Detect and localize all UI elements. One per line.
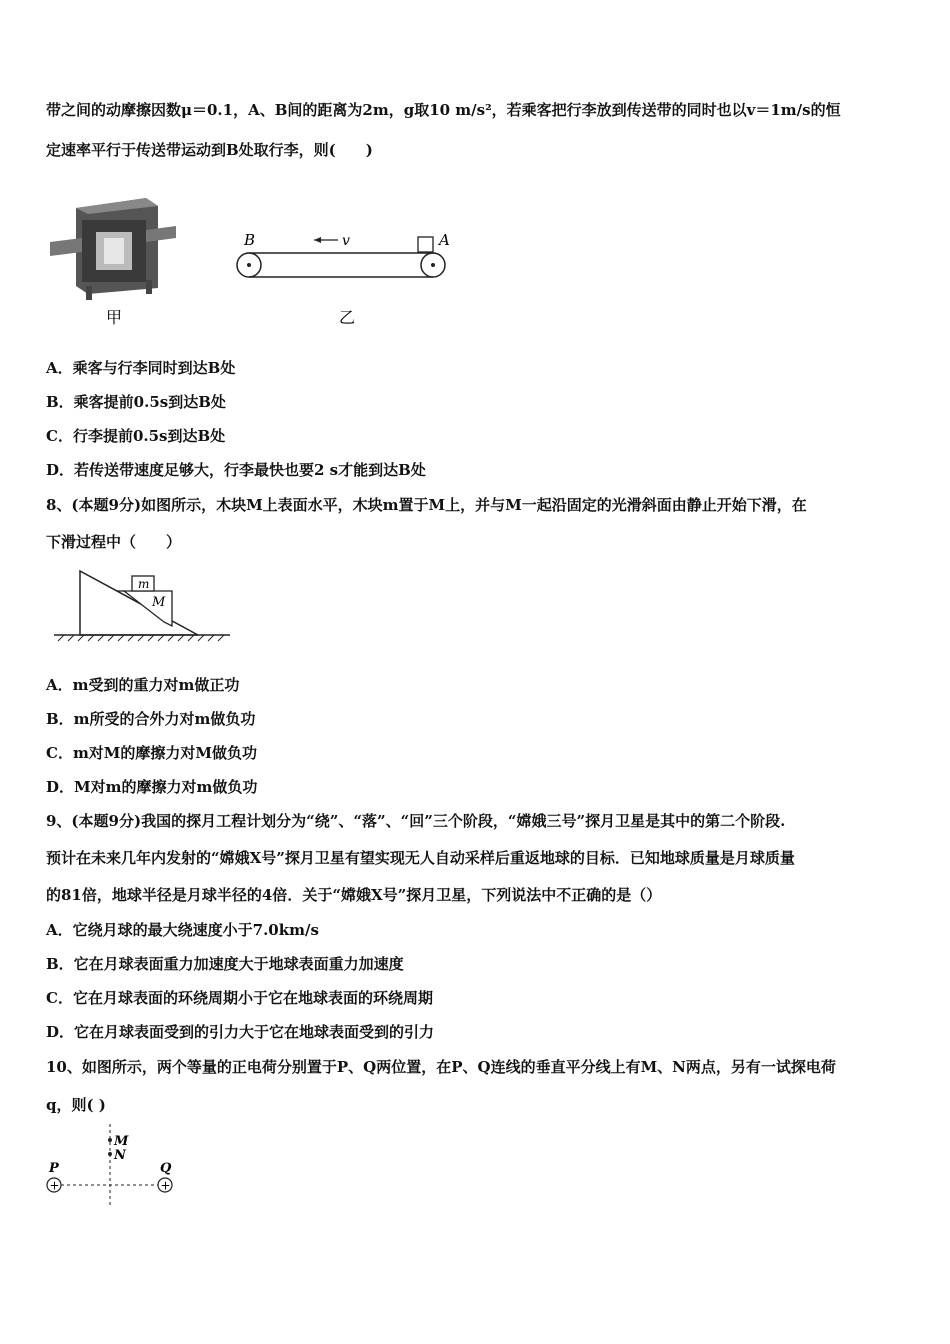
q8-option-b: B．m所受的合外力对m做负功 [46, 710, 256, 728]
incline-figure [52, 565, 232, 647]
q10-stem-line-2: q，则( ) [46, 1096, 106, 1114]
label-p: P [49, 1161, 59, 1176]
label-small-m: m [138, 577, 150, 591]
q7-option-a: A．乘客与行李同时到达B处 [46, 359, 236, 377]
label-q: Q [160, 1161, 172, 1176]
luggage-box [418, 237, 433, 252]
q8-option-a: A．m受到的重力对m做正功 [46, 676, 240, 694]
charge-p-sign: + [49, 1178, 60, 1193]
label-jia: 甲 [106, 308, 123, 327]
q9-stem-line-2: 预计在未来几年内发射的“嫦娥X号”探月卫星有望实现无人自动采样后重返地球的目标．已知地球质量是月球质量 [46, 849, 795, 867]
label-yi: 乙 [339, 308, 356, 327]
q7-option-b: B．乘客提前0.5s到达B处 [46, 393, 226, 411]
q9-option-c: C．它在月球表面的环绕周期小于它在地球表面的环绕周期 [46, 989, 433, 1007]
label-m: M [114, 1134, 129, 1149]
q9-option-d: D．它在月球表面受到的引力大于它在地球表面受到的引力 [46, 1023, 435, 1041]
point-n [108, 1152, 112, 1156]
q10-stem-line-1: 10、如图所示，两个等量的正电荷分别置于P、Q两位置，在P、Q连线的垂直平分线上有M、N两点，另有一试探电荷 [46, 1058, 836, 1076]
intro-line-1: 带之间的动摩擦因数μ＝0.1，A、B间的距离为2m，g取10 m/s²，若乘客把行李放到传送带的同时也以v＝1m/s的恒 [46, 101, 841, 119]
q7-option-c: C．行李提前0.5s到达B处 [46, 427, 226, 445]
conveyor-belt-figure [228, 225, 463, 330]
label-a: A [439, 231, 450, 249]
label-n: N [114, 1148, 126, 1163]
label-big-m: M [152, 595, 166, 610]
label-b: B [244, 231, 256, 249]
q9-option-a: A．它绕月球的最大绕速度小于7.0km/s [46, 921, 319, 939]
label-v: v [342, 233, 350, 249]
q9-stem-line-3: 的81倍，地球半径是月球半径的4倍．关于“嫦娥X号”探月卫星，下列说法中不正确的是（） [46, 886, 662, 904]
q7-option-d: D．若传送带速度足够大，行李最快也要2 s才能到达B处 [46, 461, 426, 479]
q8-option-d: D．M对m的摩擦力对m做负功 [46, 778, 258, 796]
point-m [108, 1138, 112, 1142]
q8-stem-line-2: 下滑过程中（ ） [46, 533, 182, 551]
charge-q-sign: + [160, 1178, 171, 1193]
q9-option-b: B．它在月球表面重力加速度大于地球表面重力加速度 [46, 955, 404, 973]
q8-option-c: C．m对M的摩擦力对M做负功 [46, 744, 258, 762]
xray-scanner-figure [46, 190, 181, 335]
q8-stem-line-1: 8、(本题9分)如图所示，木块M上表面水平，木块m置于M上，并与M一起沿固定的光滑斜面由静止开始下滑，在 [46, 496, 807, 514]
intro-line-2: 定速率平行于传送带运动到B处取行李，则( ) [46, 141, 373, 159]
charges-figure [40, 1122, 185, 1212]
q9-stem-line-1: 9、(本题9分)我国的探月工程计划分为“绕”、“落”、“回”三个阶段，“嫦娥三号”探月卫星是其中的第二个阶段. [46, 812, 786, 830]
